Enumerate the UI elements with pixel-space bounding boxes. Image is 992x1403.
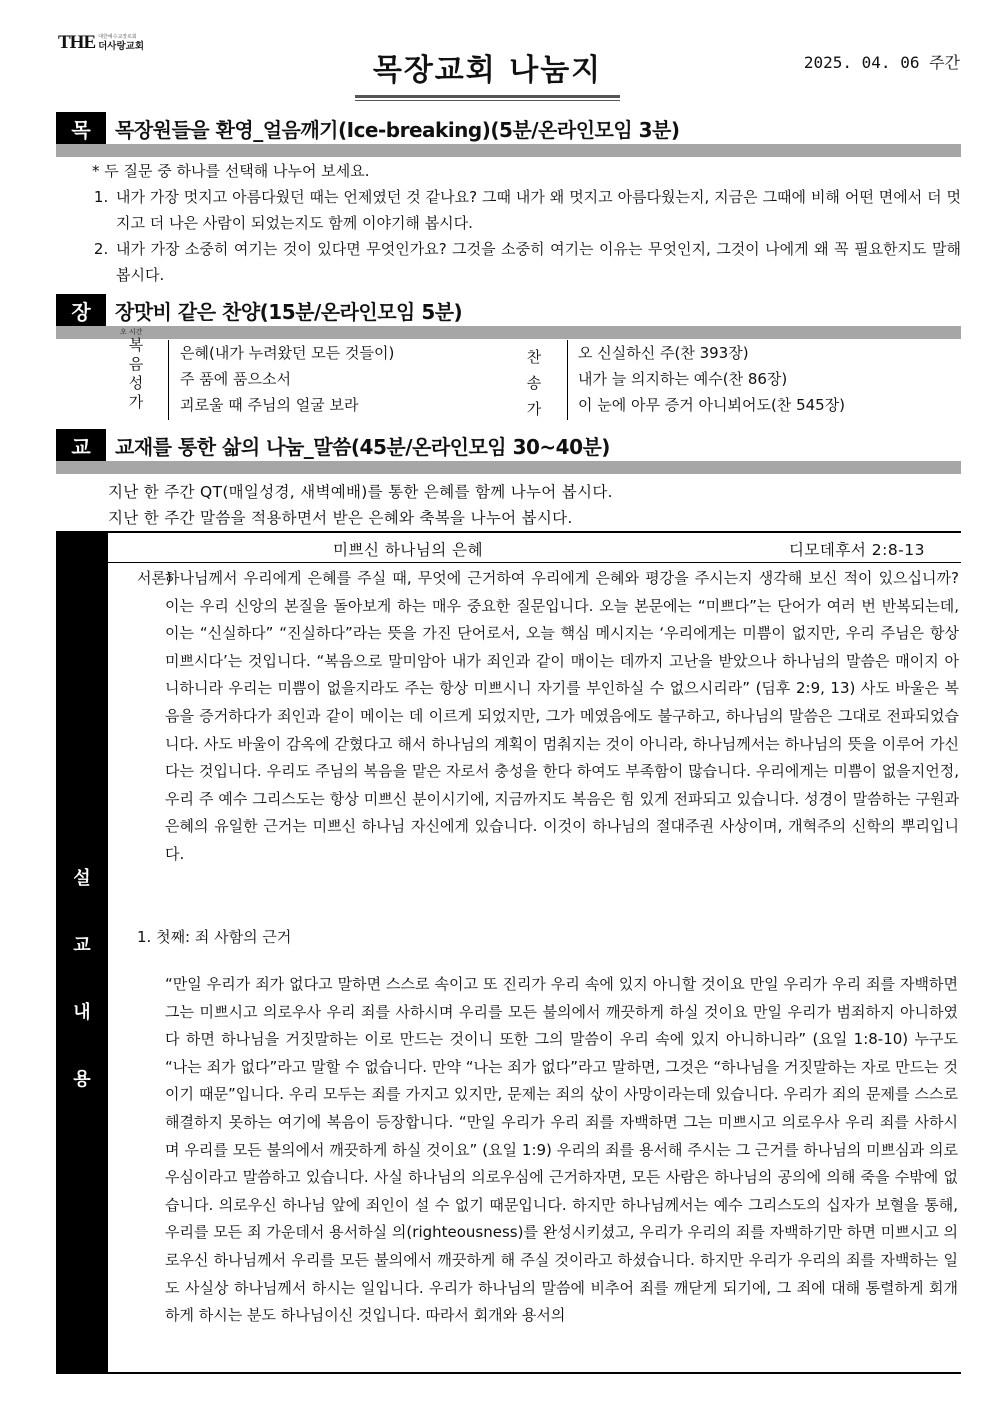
section-jang bbox=[56, 294, 961, 339]
sermon-title: 미쁘신 하나님의 은혜 bbox=[333, 541, 484, 559]
hymn-item: 이 눈에 아무 증거 아니뵈어도(찬 545장) bbox=[578, 396, 846, 414]
sermon-reference: 디모데후서 2:8-13 bbox=[788, 541, 925, 559]
sermon-bottom-rule bbox=[56, 1372, 961, 1374]
intro-text: 하나님께서 우리에게 은혜를 주실 때, 무엇에 근거하여 우리에게 은혜와 평강을 주시는지 생각해 보신 적이 있으십니까? 이는 우리 신앙의 본질을 돌아보게 하는 매우 중요한 질문입니다. 오늘 본문에는 “미쁘다”는 단어가 여러 번 반복되는데, 이는 “신실하다” “진실하다”라는 뜻을 가진 단어로서, 오늘 핵심 메시지는 ‘우리에게는 미쁨이 없지만, 우리 주님은 항상 미쁘시다’는 것입니다. “복음으로 말미암아 내가 죄인과 같이 매이는 데까지 고난을 받았으나 하나님의 말씀은 매이지 아니하니라 우리는 미쁨이 없을지라도 주는 항상 미쁘시니 자기를 부인하실 수 없으시리라” (딤후 2:9, 13) 사도 바울은 복음을 증거하다가 죄인과 같이 메이는 데 이르게 되었지만, 그가 메였음에도 불구하고, 하나님의 말씀은 그대로 전파되었습니다. 사도 바울이 감옥에 갇혔다고 해서 하나님의 계획이 멈춰지는 것이 아니라, 하나님께서는 하나님의 뜻을 이루어 가신다는 것입니다. 우리도 주님의 복음을 맡은 자로서 충성을 한다 하여도 부족함이 많습니다. 우리에게는 미쁨이 없을지언정, 우리 주 예수 그리스도는 항상 미쁘신 분이시기에, 지금까지도 복음은 힘 있게 전파되고 있습니다. 성경이 말씀하는 구원과 은혜의 유일한 근거는 미쁘신 하나님 자신에게 있습니다. 이것이 하나님의 절대주권 사상이며, 개혁주의 신학의 뿌리입니다. bbox=[165, 569, 959, 863]
praise-tiny-label: 오 시간 bbox=[120, 328, 143, 336]
qt-prompt-2: 지난 한 주간 말씀을 적용하면서 받은 은혜와 축복을 나누어 봅시다. bbox=[108, 509, 573, 527]
hymn-item: 오 신실하신 주(찬 393장) bbox=[578, 344, 749, 362]
sermon-side-label: 설 교 내 용 bbox=[73, 868, 91, 1090]
question-2: 2. 내가 가장 소중히 여기는 것이 있다면 무엇인가요? 그것을 소중히 여기는 이유는 무엇인지, 그것이 나에게 왜 꼭 필요한지도 말해봅시다. bbox=[113, 236, 961, 288]
logo-church-name: 더사랑교회 bbox=[98, 41, 145, 52]
logo-mark: THE bbox=[58, 32, 96, 53]
logo-subtitle: 대한예수교장로회 bbox=[98, 34, 137, 40]
praise-divider-left bbox=[168, 340, 169, 420]
church-logo bbox=[58, 33, 144, 52]
qt-prompt-1: 지난 한 주간 QT(매일성경, 새벽예배)를 통한 은혜를 함께 나누어 봅시다. bbox=[108, 483, 613, 501]
section-title: 목장원들을 환영_얼음깨기(Ice-breaking)(5분/온라인모임 3분) bbox=[115, 117, 680, 142]
praise-divider-right bbox=[567, 340, 568, 420]
sermon-header bbox=[108, 533, 961, 563]
question-1: 1. 내가 가장 멋지고 아름다웠던 때는 언제였던 것 같나요? 그때 내가 왜 멋지고 아름다웠는지, 지금은 그때에 비해 어떤 면에서 더 멋지고 더 나은 사람이 되었는지도 함께 이야기해 봅시다. bbox=[113, 184, 961, 236]
gospel-song-label: 복 음 성 가 bbox=[128, 336, 144, 411]
section-mok bbox=[56, 112, 961, 157]
qt-prompts bbox=[108, 479, 613, 531]
title-underline bbox=[355, 95, 620, 98]
week-date: 2025. 04. 06 주간 bbox=[803, 53, 960, 72]
icebreaking-questions bbox=[86, 158, 961, 288]
gospel-song-item: 은혜(내가 누려왔던 모든 것들이) bbox=[180, 344, 395, 362]
section-gyo bbox=[56, 429, 961, 474]
sermon-point-1: 1. 첫째: 죄 사함의 근거 bbox=[137, 928, 292, 946]
intro-label: 서론) bbox=[137, 569, 172, 587]
sermon-intro bbox=[137, 565, 959, 869]
section-bar bbox=[56, 144, 961, 157]
sermon-body: “만일 우리가 죄가 없다고 말하면 스스로 속이고 또 진리가 우리 속에 있지 아니할 것이요 만일 우리가 우리 죄를 자백하면 그는 미쁘시고 의로우사 우리 죄를 사하시며 우리를 모든 불의에서 깨끗하게 하실 것이요 만일 우리가 범죄하지 아니하였다 하면 하나님을 거짓말하는 이로 만드는 것이니 또한 그의 말씀이 우리 속에 있지 아니하니라” (요일 1:8-10) 누구도 “나는 죄가 없다”라고 말할 수 없습니다. 만약 “나는 죄가 없다”라고 말하면, 그것은 “하나님을 거짓말하는 자로 만드는 것이기 때문”입니다. 우리 모두는 죄를 가지고 있지만, 문제는 죄의 삯이 사망이라는데 있습니다. 우리가 죄의 문제를 스스로 해결하지 못하는 여기에 복음이 등장합니다. “만일 우리가 우리 죄를 자백하면 그는 미쁘시고 의로우사 우리 죄를 사하시며 우리를 모든 불의에서 깨끗하게 하실 것이요” (요일 1:9) 우리의 죄를 용서해 주시는 그 근거를 하나님의 미쁘심과 의로우심이라고 말씀하고 있습니다. 사실 하나님의 의로우심에 근거하자면, 모든 사람은 하나님의 공의에 의해 죽을 수밖에 없습니다. 의로우신 하나님 앞에 죄인이 설 수 없기 때문입니다. 하지만 하나님께서는 예수 그리스도의 십자가 보혈을 통해, 우리를 모든 죄 가운데서 용서하실 의(righteousness)를 완성시키셨고, 우리가 우리의 죄를 자백하기만 하면 미쁘시고 의로우신 하나님께서 우리를 모든 불의에서 깨끗하게 해 주실 것이라고 하셨습니다. 하지만 우리가 우리의 죄를 자백하는 일도 사실상 하나님께서 하시는 일입니다. 우리가 하나님의 말씀에 비추어 죄를 깨닫게 되기에, 그 죄에 대해 통렬하게 회개하게 하시는 분도 하나님이신 것입니다. 따라서 회개와 용서의 bbox=[165, 975, 958, 1325]
gospel-song-item: 괴로울 때 주님의 얼굴 보라 bbox=[180, 396, 359, 414]
gospel-song-item: 주 품에 품으소서 bbox=[180, 370, 291, 388]
section-tag: 장 bbox=[56, 294, 106, 326]
hymn-item: 내가 늘 의지하는 예수(찬 86장) bbox=[578, 370, 788, 388]
gospel-song-list bbox=[180, 340, 394, 418]
icebreaking-note: * 두 질문 중 하나를 선택해 나누어 보세요. bbox=[92, 162, 370, 180]
title-underline-thin bbox=[355, 100, 620, 101]
hymn-label: 찬 송 가 bbox=[526, 348, 542, 418]
praise-table bbox=[120, 338, 960, 420]
page-title-block bbox=[355, 47, 620, 101]
section-title: 교재를 통한 삶의 나눔_말씀(45분/온라인모임 30~40분) bbox=[115, 434, 610, 459]
section-tag: 목 bbox=[56, 112, 106, 144]
section-tag: 교 bbox=[56, 429, 106, 461]
section-bar bbox=[56, 461, 961, 474]
section-title: 장맛비 같은 찬양(15분/온라인모임 5분) bbox=[115, 299, 463, 324]
hymn-list bbox=[578, 340, 845, 418]
page-title: 목장교회 나눔지 bbox=[372, 53, 603, 88]
